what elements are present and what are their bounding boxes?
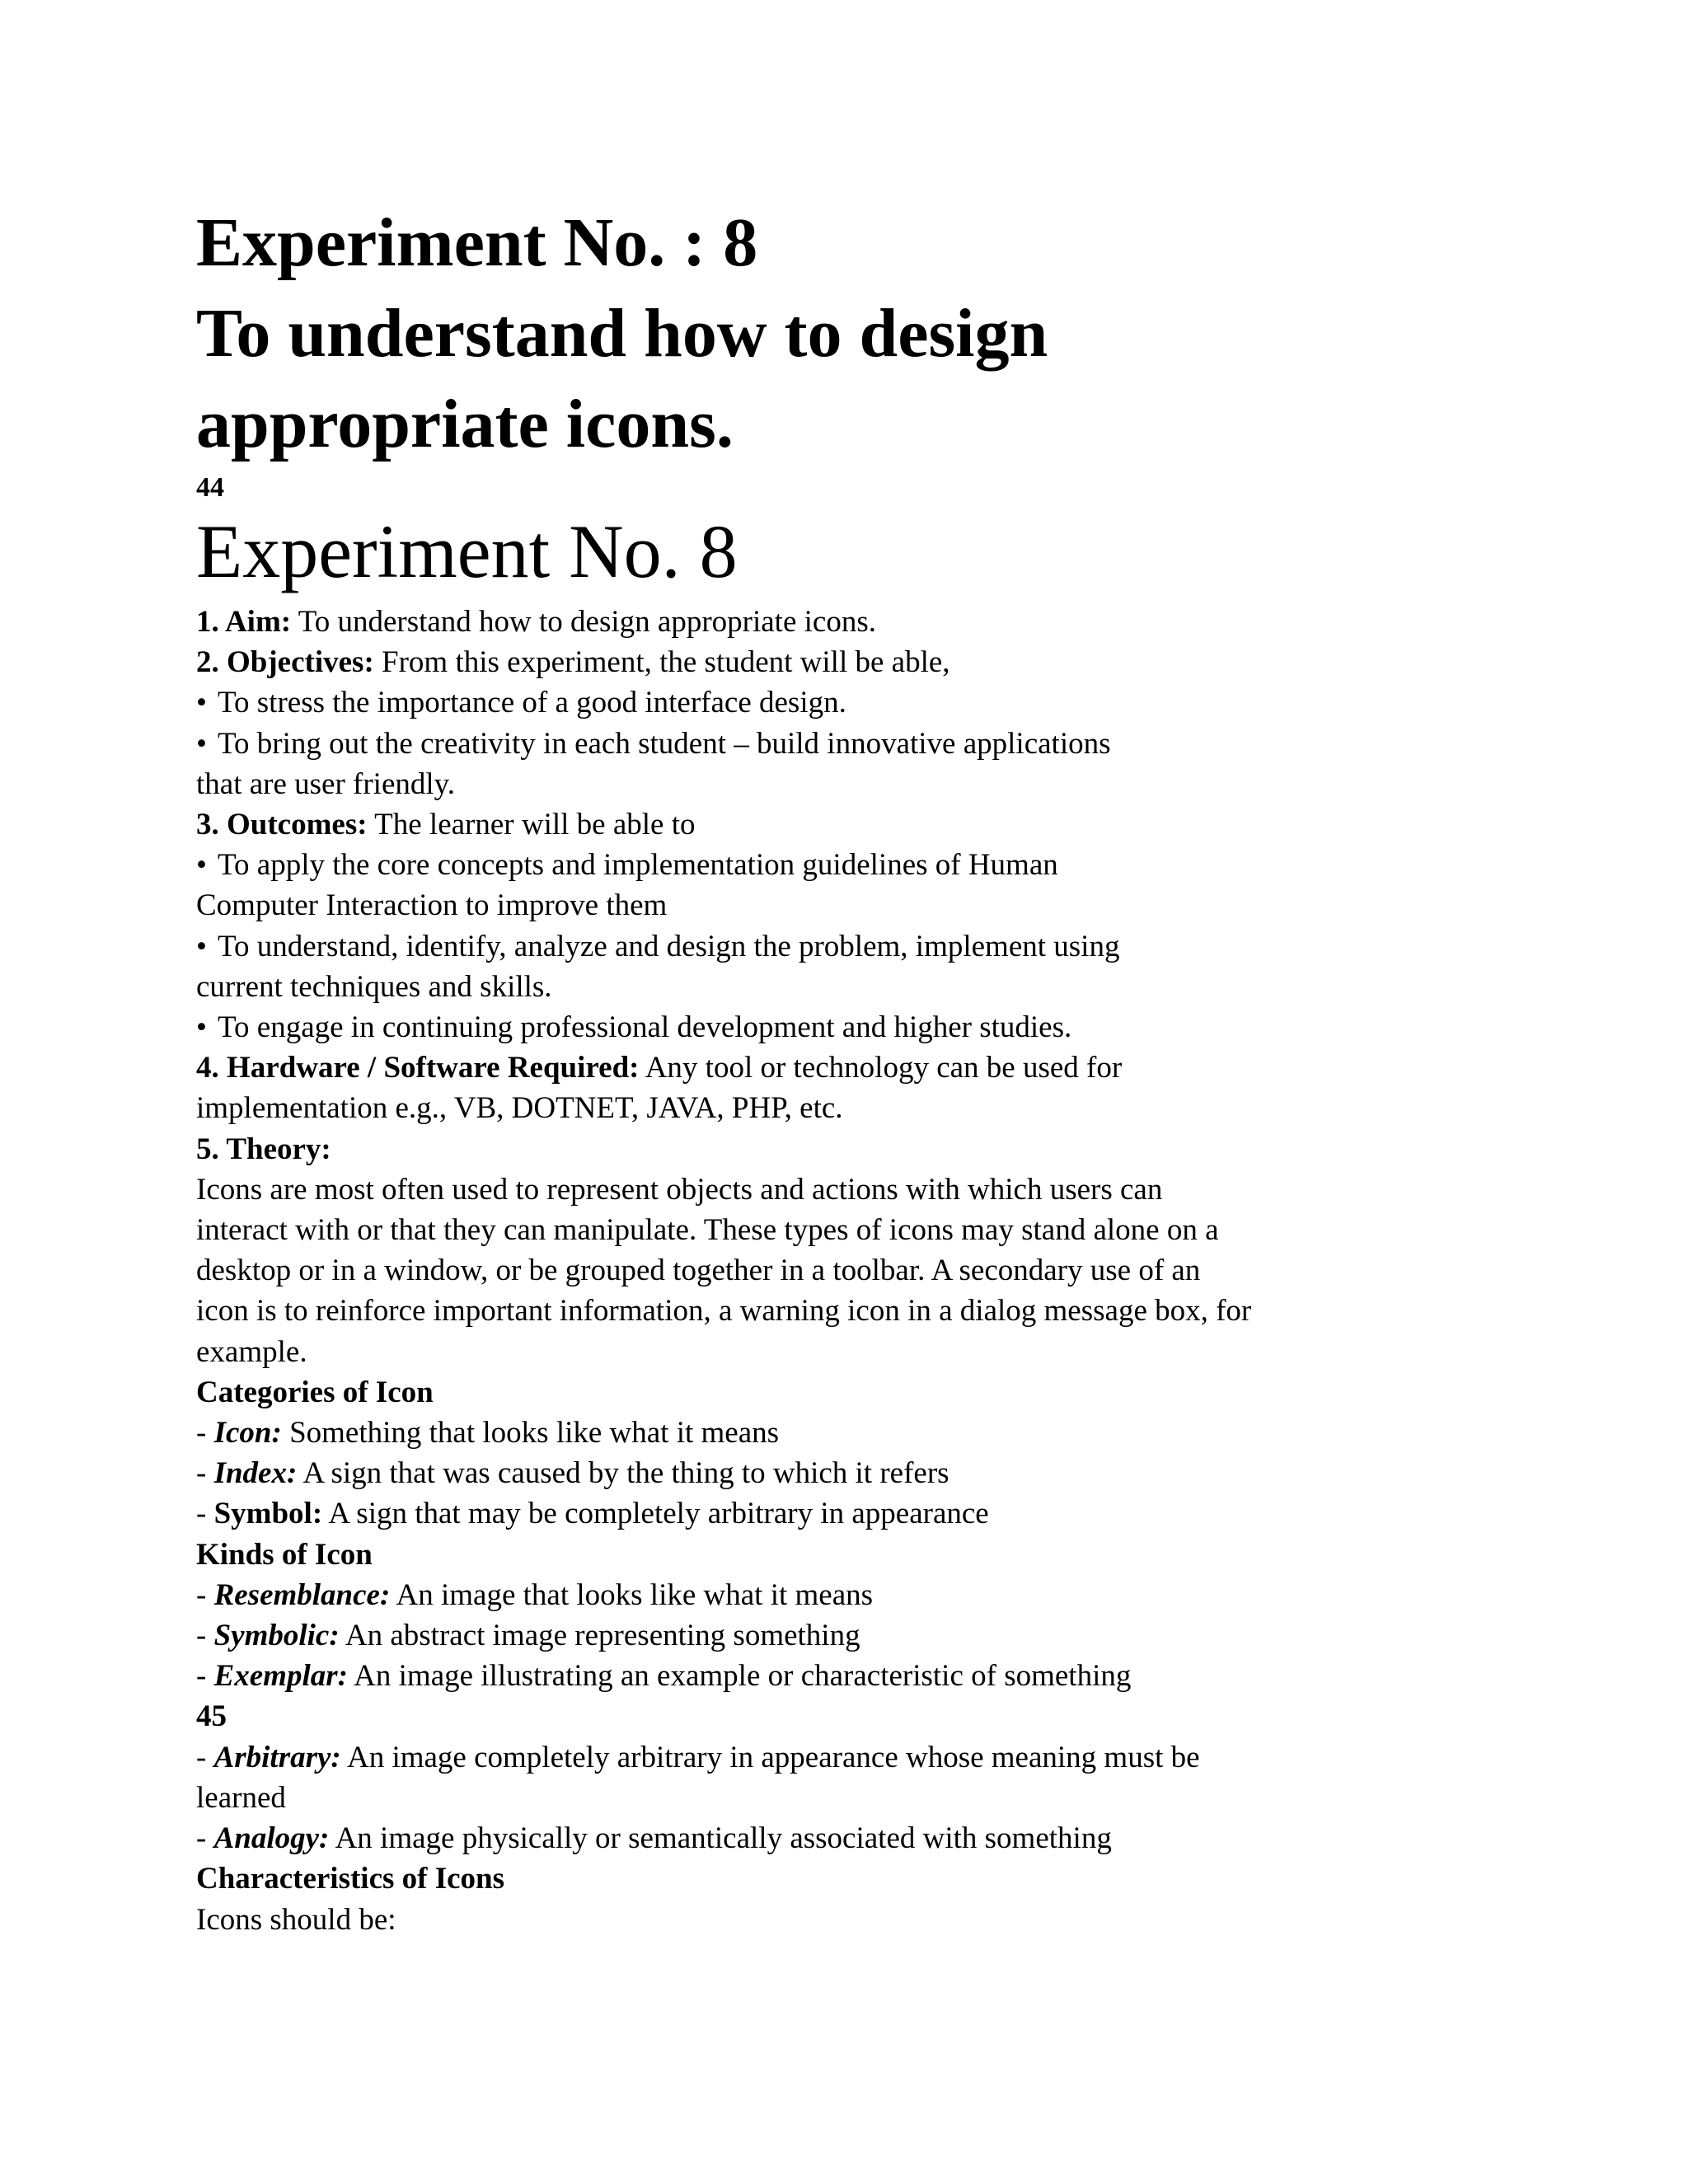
list-item — [196, 1413, 1597, 1453]
objectives-text: From this experiment, the student will be able, — [373, 645, 950, 680]
title-line-3: appropriate icons. — [196, 386, 734, 462]
list-item — [196, 1737, 1597, 1778]
term-description: Something that looks like what it means — [281, 1416, 780, 1451]
experiment-title: Experiment No. : 8 — [196, 204, 758, 281]
list-item-continuation: learned — [196, 1780, 286, 1815]
experiment-heading: Experiment No. 8 — [196, 509, 738, 593]
list-item — [196, 724, 1597, 764]
list-item-text: To stress the importance of a good interface design. — [218, 686, 846, 720]
term-description: An image illustrating an example or characteristic of something — [347, 1659, 1132, 1694]
list-item-continuation: current techniques and skills. — [196, 969, 552, 1004]
objectives-line — [196, 642, 1597, 682]
term-description: An image physically or semantically associated with something — [329, 1821, 1112, 1856]
list-item-continuation: that are user friendly. — [196, 766, 456, 801]
hardware-label: 4. Hardware / Software Required: — [196, 1051, 640, 1085]
theory-label: 5. Theory: — [196, 1132, 331, 1166]
list-item-text: To bring out the creativity in each student – build innovative applications — [218, 726, 1111, 761]
list-item-text: To apply the core concepts and implementation guidelines of Human — [218, 848, 1058, 883]
dash-glyph: - — [196, 1497, 214, 1531]
objectives-label: 2. Objectives: — [196, 645, 374, 680]
dash-glyph: - — [196, 1659, 214, 1694]
theory-paragraph-line: icon is to reinforce important information, a warning icon in a dialog message box, for — [196, 1294, 1252, 1329]
theory-paragraph-line: Icons are most often used to represent objects and actions with which users can — [196, 1172, 1163, 1207]
list-item-text: To understand, identify, analyze and design the problem, implement using — [218, 929, 1120, 963]
bullet-icon: • — [196, 929, 207, 963]
list-item — [196, 845, 1597, 885]
list-item — [196, 682, 1597, 723]
term: Exemplar: — [213, 1659, 348, 1694]
list-item — [196, 1453, 1597, 1493]
list-item — [196, 1007, 1597, 1047]
kinds-heading: Kinds of Icon — [196, 1537, 373, 1572]
hardware-line-2: implementation e.g., VB, DOTNET, JAVA, PHP, etc. — [196, 1091, 843, 1126]
term: Symbol: — [213, 1497, 323, 1531]
theory-paragraph-line: example. — [196, 1334, 307, 1369]
bullet-icon: • — [196, 848, 207, 883]
term-description: A sign that may be completely arbitrary in appearance — [322, 1497, 989, 1531]
aim-line — [196, 602, 1597, 642]
dash-glyph: - — [196, 1619, 214, 1653]
bullet-icon: • — [196, 686, 207, 720]
dash-glyph: - — [196, 1577, 214, 1612]
categories-heading: Categories of Icon — [196, 1375, 434, 1409]
page-number: 44 — [196, 472, 224, 503]
term-description: An image completely arbitrary in appearance whose meaning must be — [340, 1740, 1200, 1774]
characteristics-heading: Characteristics of Icons — [196, 1862, 505, 1896]
dash-glyph: - — [196, 1821, 214, 1856]
list-item-text: To engage in continuing professional development and higher studies. — [218, 1010, 1072, 1045]
term-description: An image that looks like what it means — [390, 1577, 874, 1612]
list-item — [196, 1656, 1597, 1696]
list-item — [196, 926, 1597, 967]
dash-glyph: - — [196, 1416, 214, 1451]
term: Icon: — [213, 1416, 282, 1451]
hardware-text: Any tool or technology can be used for — [639, 1051, 1123, 1085]
list-item — [196, 1493, 1597, 1534]
page-number: 45 — [196, 1699, 227, 1734]
outcomes-line — [196, 804, 1597, 845]
term: Resemblance: — [213, 1577, 391, 1612]
aim-label: 1. Aim: — [196, 605, 292, 639]
document-page — [196, 198, 1597, 1940]
title-line-2: To understand how to design — [196, 295, 1048, 372]
term: Symbolic: — [213, 1619, 340, 1653]
dash-glyph: - — [196, 1740, 214, 1774]
bullet-icon: • — [196, 726, 207, 761]
hardware-line — [196, 1047, 1597, 1088]
term: Index: — [213, 1456, 298, 1491]
theory-paragraph-line: desktop or in a window, or be grouped together in a toolbar. A secondary use of an — [196, 1254, 1201, 1288]
list-item — [196, 1818, 1597, 1858]
list-item-continuation: Computer Interaction to improve them — [196, 888, 668, 923]
theory-paragraph-line: interact with or that they can manipulate. These types of icons may stand alone on a — [196, 1213, 1219, 1248]
list-item — [196, 1615, 1597, 1656]
outcomes-label: 3. Outcomes: — [196, 808, 368, 842]
aim-text: To understand how to design appropriate icons. — [291, 605, 876, 639]
characteristics-text: Icons should be: — [196, 1902, 396, 1937]
term-description: A sign that was caused by the thing to which it refers — [297, 1456, 950, 1491]
bullet-icon: • — [196, 1010, 207, 1045]
list-item — [196, 1575, 1597, 1615]
term-description: An abstract image representing something — [339, 1619, 860, 1653]
dash-glyph: - — [196, 1456, 214, 1491]
term: Arbitrary: — [213, 1740, 341, 1774]
term: Analogy: — [213, 1821, 330, 1856]
outcomes-text: The learner will be able to — [367, 808, 696, 842]
